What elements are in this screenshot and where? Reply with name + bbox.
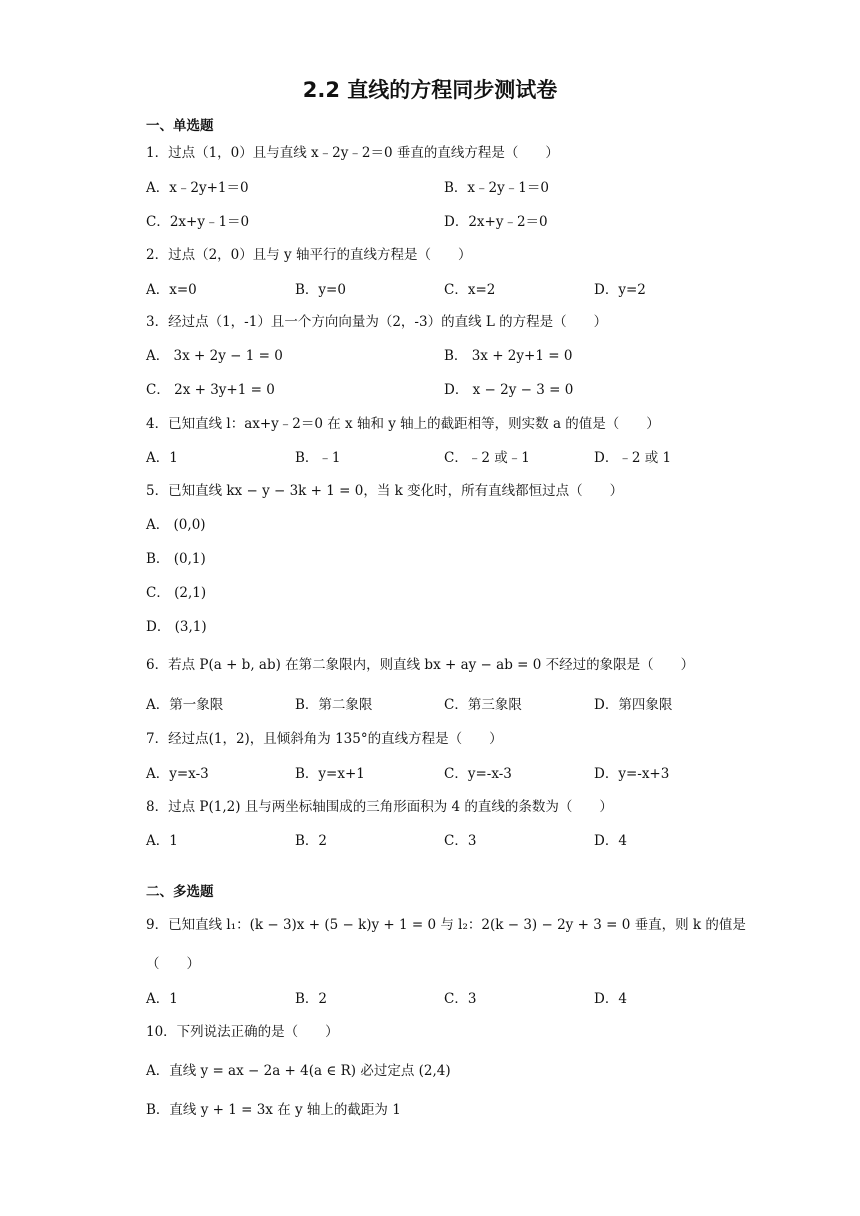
question-3-option-a: A． 3x + 2y − 1 = 0 [146,348,283,364]
question-2-option-a: A．x=0 [146,282,197,298]
question-4-stem: 4．已知直线 l：ax+y﹣2＝0 在 x 轴和 y 轴上的截距相等，则实数 a 的值是（ ） [146,416,660,432]
question-8-option-c: C．3 [444,833,477,849]
question-1-option-b: B．x﹣2y﹣1＝0 [444,180,549,196]
question-3-option-b: B． 3x + 2y+1 = 0 [444,348,573,364]
question-4-option-c: C．﹣2 或﹣1 [444,450,530,466]
question-7-stem: 7．经过点(1，2)，且倾斜角为 135°的直线方程是（ ） [146,731,503,747]
question-3-option-d: D． x − 2y − 3 = 0 [444,382,574,398]
question-5-option-c: C． (2,1) [146,585,207,601]
question-2-option-d: D．y=2 [594,282,646,298]
question-9-option-b: B．2 [295,991,328,1007]
question-3-option-c: C． 2x + 3y+1 = 0 [146,382,275,398]
question-10-stem: 10．下列说法正确的是（ ） [146,1024,339,1040]
question-9-option-a: A．1 [146,991,178,1007]
question-6-stem: 6．若点 P(a + b, ab) 在第二象限内，则直线 bx + ay − ab = 0 不经过的象限是（ ） [146,657,695,673]
question-10-option-a: A．直线 y = ax − 2a + 4(a ∈ R) 必过定点 (2,4) [146,1063,451,1079]
question-5-stem: 5．已知直线 kx − y − 3k + 1 = 0，当 k 变化时，所有直线都恒过点（ ） [146,483,624,499]
question-2-option-c: C．x=2 [444,282,496,298]
section-heading-single-choice: 一、单选题 [146,118,214,134]
question-6-option-b: B．第二象限 [295,697,373,713]
question-8-option-a: A．1 [146,833,178,849]
question-1-stem: 1．过点（1，0）且与直线 x﹣2y﹣2＝0 垂直的直线方程是（ ） [146,145,559,161]
question-7-option-c: C．y=-x-3 [444,766,512,782]
question-5-option-d: D． (3,1) [146,619,207,635]
question-6-option-a: A．第一象限 [146,697,224,713]
question-1-option-c: C．2x+y﹣1＝0 [146,214,250,230]
question-8-stem: 8．过点 P(1,2) 且与两坐标轴围成的三角形面积为 4 的直线的条数为（ ） [146,799,613,815]
question-5-option-b: B． (0,1) [146,551,206,567]
question-8-option-d: D．4 [594,833,627,849]
question-6-option-d: D．第四象限 [594,697,673,713]
question-7-option-a: A．y=x-3 [146,766,209,782]
question-9-stem-continued: （ ） [146,956,200,972]
question-2-stem: 2．过点（2，0）且与 y 轴平行的直线方程是（ ） [146,247,472,263]
question-9-option-c: C．3 [444,991,477,1007]
question-9-option-d: D．4 [594,991,627,1007]
question-4-option-a: A．1 [146,450,178,466]
question-9-stem: 9．已知直线 l₁：(k − 3)x + (5 − k)y + 1 = 0 与 l₂：2(k − 3) − 2y + 3 = 0 垂直，则 k 的值是 [146,917,746,933]
question-8-option-b: B．2 [295,833,328,849]
section-heading-multiple-choice: 二、多选题 [146,884,214,900]
question-2-option-b: B．y=0 [295,282,346,298]
question-4-option-d: D．﹣2 或 1 [594,450,672,466]
question-3-stem: 3．经过点（1，-1）且一个方向向量为（2，-3）的直线 L 的方程是（ ） [146,314,608,330]
question-10-option-b: B．直线 y + 1 = 3x 在 y 轴上的截距为 1 [146,1102,401,1118]
question-7-option-b: B．y=x+1 [295,766,365,782]
question-1-option-a: A．x﹣2y+1＝0 [146,180,249,196]
question-1-option-d: D．2x+y﹣2＝0 [444,214,548,230]
question-6-option-c: C．第三象限 [444,697,522,713]
question-5-option-a: A． (0,0) [146,517,206,533]
question-7-option-d: D．y=-x+3 [594,766,670,782]
page-title: 2.2 直线的方程同步测试卷 [302,78,558,102]
question-4-option-b: B．﹣1 [295,450,341,466]
